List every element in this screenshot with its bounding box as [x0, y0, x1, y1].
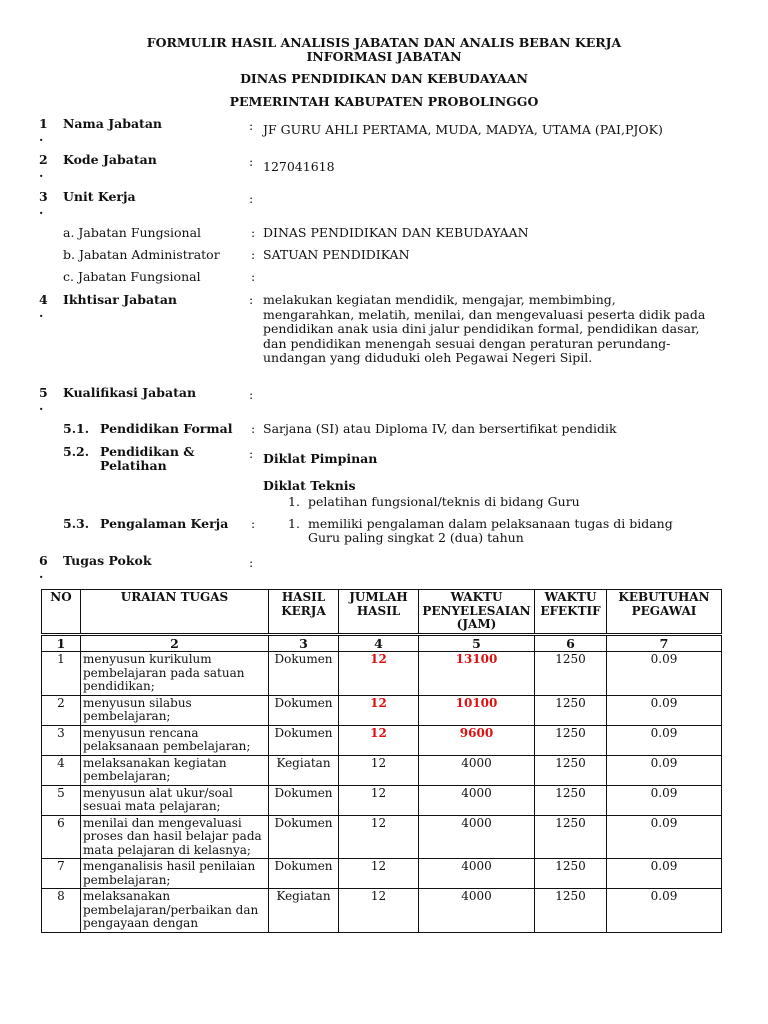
field-5-label: Kualifikasi Jabatan — [63, 385, 197, 400]
waktu-efektif-cell: 1250 — [535, 725, 607, 755]
field-5-number: 5 — [39, 385, 48, 400]
field-3a-label: a. Jabatan Fungsional — [63, 225, 202, 240]
waktu-penyelesaian-cell: 4000 — [419, 859, 535, 889]
task-description: menganalisis hasil penilaian pembelajaran; — [81, 859, 269, 889]
field-5-1-label: Pendidikan Formal — [100, 421, 233, 436]
hasil-kerja-cell: Kegiatan — [269, 755, 339, 785]
row-number: 8 — [42, 889, 81, 933]
field-1-value: JF GURU AHLI PERTAMA, MUDA, MADYA, UTAMA (PAI,PJOK) — [263, 122, 663, 137]
task-description: menilai dan mengevaluasi proses dan hasil belajar pada mata pelajaran di kelasnya; — [81, 815, 269, 859]
task-description: melaksanakan pembelajaran/perbaikan dan pengayaan dengan — [81, 889, 269, 933]
field-4-label: Ikhtisar Jabatan — [63, 292, 178, 307]
field-3-colon: : — [249, 191, 254, 206]
field-2-number: 2 — [39, 152, 48, 167]
colnum-6: 6 — [535, 634, 607, 652]
field-3c-colon: : — [251, 269, 256, 284]
table-row — [42, 755, 722, 785]
pengalaman-item-line2: Guru paling singkat 2 (dua) tahun — [308, 530, 524, 545]
field-3b-value: SATUAN PENDIDIKAN — [263, 247, 410, 262]
colnum-4: 4 — [339, 634, 419, 652]
hasil-kerja-cell: Kegiatan — [269, 889, 339, 933]
jumlah-hasil-cell: 12 — [339, 652, 419, 696]
kebutuhan-pegawai-cell: 0.09 — [607, 755, 722, 785]
row-number: 7 — [42, 859, 81, 889]
task-description: menyusun kurikulum pembelajaran pada satuan pendidikan; — [81, 652, 269, 696]
header-no: NO — [42, 590, 81, 635]
form-subtitle: INFORMASI JABATAN — [306, 49, 462, 64]
task-description: menyusun alat ukur/soal sesuai mata pelajaran; — [81, 785, 269, 815]
waktu-efektif-cell: 1250 — [535, 785, 607, 815]
field-5-3-colon: : — [251, 516, 256, 531]
hasil-kerja-cell: Dokumen — [269, 815, 339, 859]
pengalaman-item-number: 1. — [288, 516, 300, 531]
waktu-penyelesaian-cell: 13100 — [419, 652, 535, 696]
field-2-label: Kode Jabatan — [63, 152, 157, 167]
field-5-dot: . — [39, 398, 44, 413]
header-waktu-efektif: WAKTU EFEKTIF — [535, 590, 607, 635]
field-1-label: Nama Jabatan — [63, 116, 163, 131]
colnum-5: 5 — [419, 634, 535, 652]
government-name: PEMERINTAH KABUPATEN PROBOLINGGO — [229, 94, 539, 109]
field-6-label: Tugas Pokok — [63, 553, 152, 568]
colnum-7: 7 — [607, 634, 722, 652]
waktu-penyelesaian-cell: 10100 — [419, 695, 535, 725]
field-3-dot: . — [39, 202, 44, 217]
task-description: menyusun silabus pembelajaran; — [81, 695, 269, 725]
table-header-row — [42, 590, 722, 635]
field-1-dot: . — [39, 129, 44, 144]
field-6-number: 6 — [39, 553, 48, 568]
form-title: FORMULIR HASIL ANALISIS JABATAN DAN ANALIS BEBAN KERJA — [146, 35, 622, 50]
field-1-colon: : — [249, 118, 254, 133]
table-row — [42, 652, 722, 696]
diklat-teknis-item: pelatihan fungsional/teknis di bidang Guru — [308, 494, 580, 509]
waktu-penyelesaian-cell: 4000 — [419, 815, 535, 859]
jumlah-hasil-cell: 12 — [339, 889, 419, 933]
field-3a-value: DINAS PENDIDIKAN DAN KEBUDAYAAN — [263, 225, 529, 240]
tasks-table — [41, 589, 722, 933]
hasil-kerja-cell: Dokumen — [269, 859, 339, 889]
waktu-efektif-cell: 1250 — [535, 755, 607, 785]
colnum-2: 2 — [81, 634, 269, 652]
waktu-penyelesaian-cell: 4000 — [419, 755, 535, 785]
colnum-1: 1 — [42, 634, 81, 652]
row-number: 5 — [42, 785, 81, 815]
header-uraian-tugas: URAIAN TUGAS — [81, 590, 269, 635]
row-number: 1 — [42, 652, 81, 696]
header-kebutuhan-pegawai: KEBUTUHAN PEGAWAI — [607, 590, 722, 635]
agency-name: DINAS PENDIDIKAN DAN KEBUDAYAAN — [240, 71, 528, 86]
field-4-number: 4 — [39, 292, 48, 307]
hasil-kerja-cell: Dokumen — [269, 695, 339, 725]
field-5-1-number: 5.1. — [63, 421, 90, 436]
table-row — [42, 859, 722, 889]
field-5-1-colon: : — [251, 421, 256, 436]
hasil-kerja-cell: Dokumen — [269, 785, 339, 815]
field-4-dot: . — [39, 305, 44, 320]
row-number: 2 — [42, 695, 81, 725]
hasil-kerja-cell: Dokumen — [269, 725, 339, 755]
jumlah-hasil-cell: 12 — [339, 725, 419, 755]
field-4-value: melakukan kegiatan mendidik, mengajar, membimbing, mengarahkan, melatih, menilai, dan mengevaluasi peserta didik pada pendidikan anak usia dini jalur pendidikan formal, pendidikan dasar, dan pendidikan menengah sesuai dengan peraturan perundang-undangan yang diduduki oleh Pegawai Negeri Sipil. — [263, 292, 706, 366]
field-5-2-label-line1: Pendidikan & — [100, 444, 195, 459]
jumlah-hasil-cell: 12 — [339, 859, 419, 889]
diklat-teknis-heading: Diklat Teknis — [263, 478, 356, 493]
field-2-dot: . — [39, 165, 44, 180]
field-1-number: 1 — [39, 116, 48, 131]
field-5-2-label-line2: Pelatihan — [100, 458, 167, 473]
row-number: 4 — [42, 755, 81, 785]
kebutuhan-pegawai-cell: 0.09 — [607, 889, 722, 933]
diklat-teknis-item-number: 1. — [288, 494, 300, 509]
field-5-1-value: Sarjana (SI) atau Diploma IV, dan bersertifikat pendidik — [263, 421, 617, 436]
field-3b-label: b. Jabatan Administrator — [63, 247, 220, 262]
waktu-efektif-cell: 1250 — [535, 815, 607, 859]
field-5-2-colon: : — [249, 446, 254, 461]
pengalaman-item-line1: memiliki pengalaman dalam pelaksanaan tugas di bidang — [308, 516, 673, 531]
field-3-number: 3 — [39, 189, 48, 204]
kebutuhan-pegawai-cell: 0.09 — [607, 725, 722, 755]
table-row — [42, 725, 722, 755]
field-3c-label: c. Jabatan Fungsional — [63, 269, 201, 284]
row-number: 6 — [42, 815, 81, 859]
jumlah-hasil-cell: 12 — [339, 785, 419, 815]
table-row — [42, 815, 722, 859]
jumlah-hasil-cell: 12 — [339, 755, 419, 785]
diklat-pimpinan-heading: Diklat Pimpinan — [263, 451, 378, 466]
kebutuhan-pegawai-cell: 0.09 — [607, 815, 722, 859]
task-description: melaksanakan kegiatan pembelajaran; — [81, 755, 269, 785]
kebutuhan-pegawai-cell: 0.09 — [607, 859, 722, 889]
field-5-3-label: Pengalaman Kerja — [100, 516, 229, 531]
waktu-efektif-cell: 1250 — [535, 652, 607, 696]
field-3a-colon: : — [251, 225, 256, 240]
table-row — [42, 785, 722, 815]
field-6-colon: : — [249, 555, 254, 570]
header-hasil-kerja: HASIL KERJA — [269, 590, 339, 635]
field-5-2-number: 5.2. — [63, 444, 90, 459]
field-5-3-number: 5.3. — [63, 516, 90, 531]
field-2-colon: : — [249, 154, 254, 169]
waktu-penyelesaian-cell: 4000 — [419, 889, 535, 933]
table-row — [42, 889, 722, 933]
waktu-efektif-cell: 1250 — [535, 889, 607, 933]
field-5-colon: : — [249, 387, 254, 402]
kebutuhan-pegawai-cell: 0.09 — [607, 695, 722, 725]
field-3b-colon: : — [251, 247, 256, 262]
kebutuhan-pegawai-cell: 0.09 — [607, 652, 722, 696]
column-number-row — [42, 634, 722, 652]
field-6-dot: . — [39, 566, 44, 581]
task-description: menyusun rencana pelaksanaan pembelajaran; — [81, 725, 269, 755]
header-waktu-penyelesaian: WAKTU PENYELESAIAN (JAM) — [419, 590, 535, 635]
waktu-penyelesaian-cell: 9600 — [419, 725, 535, 755]
jumlah-hasil-cell: 12 — [339, 695, 419, 725]
field-4-colon: : — [249, 292, 254, 307]
waktu-penyelesaian-cell: 4000 — [419, 785, 535, 815]
header-jumlah-hasil: JUMLAH HASIL — [339, 590, 419, 635]
colnum-3: 3 — [269, 634, 339, 652]
waktu-efektif-cell: 1250 — [535, 859, 607, 889]
field-2-value: 127041618 — [263, 159, 335, 174]
field-3-label: Unit Kerja — [63, 189, 136, 204]
hasil-kerja-cell: Dokumen — [269, 652, 339, 696]
kebutuhan-pegawai-cell: 0.09 — [607, 785, 722, 815]
waktu-efektif-cell: 1250 — [535, 695, 607, 725]
jumlah-hasil-cell: 12 — [339, 815, 419, 859]
table-row — [42, 695, 722, 725]
row-number: 3 — [42, 725, 81, 755]
